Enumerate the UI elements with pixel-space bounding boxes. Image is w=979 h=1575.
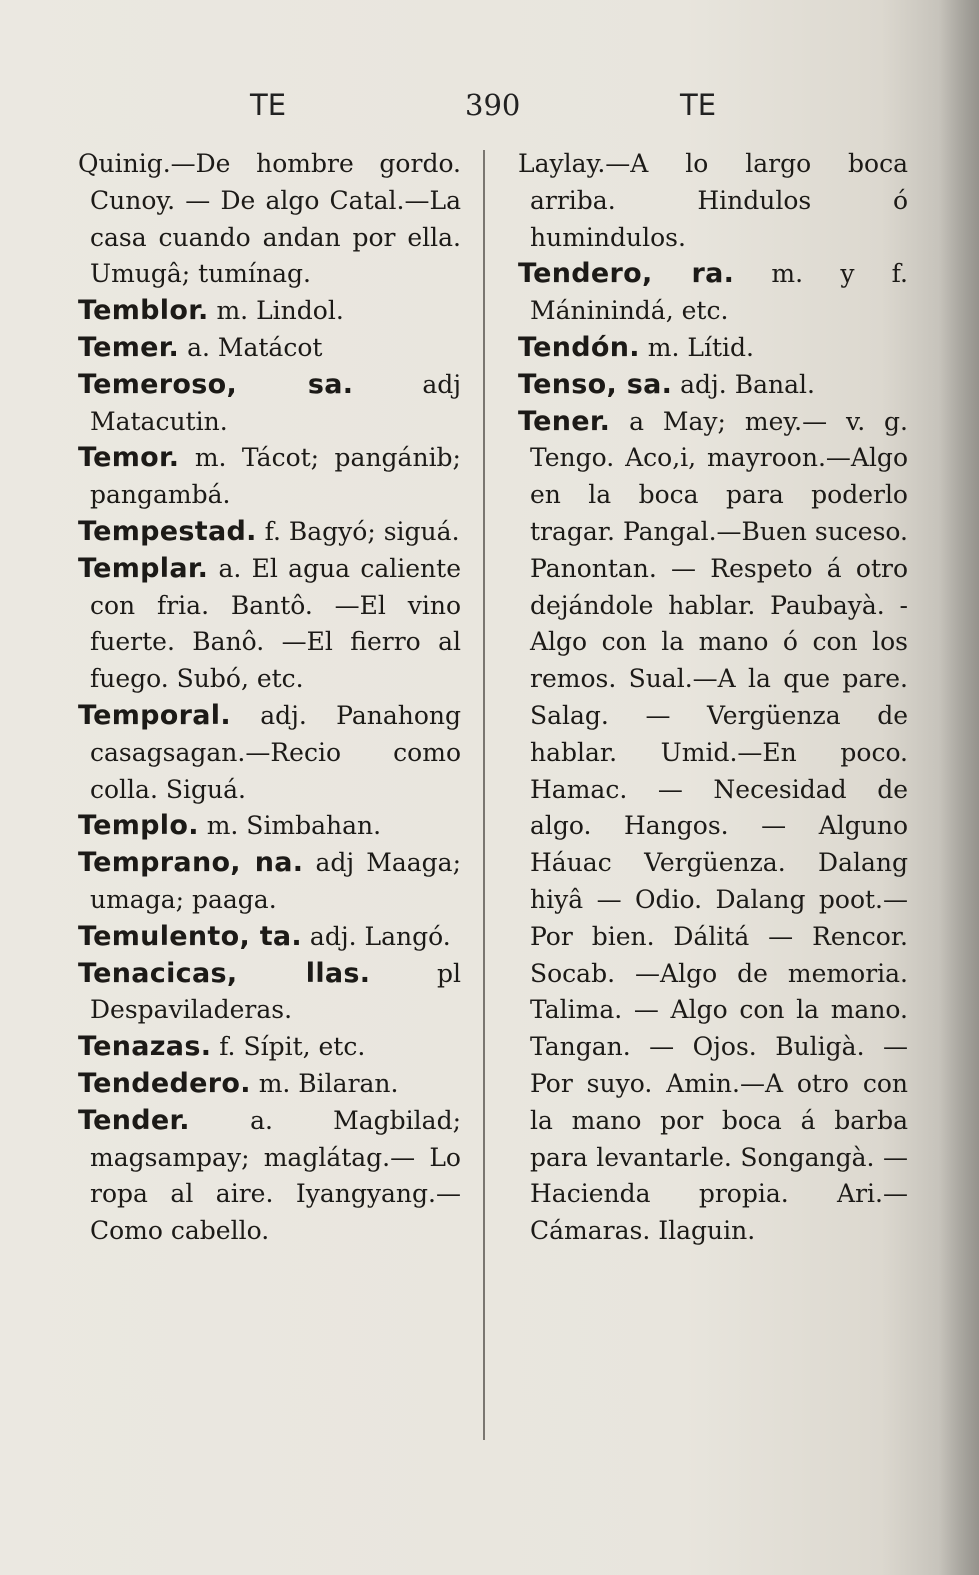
page-number: 390 [465,88,521,122]
right-column [518,146,908,1250]
entry-definition: a. El agua caliente con fria. Bantô. —El vino fuerte. Banô. —El fierro al fuego. Subó, etc. [90,553,461,694]
entry-definition: f. Sípit, etc. [211,1032,366,1062]
left-column [78,146,461,1250]
dictionary-entry [78,367,461,441]
entry-definition: m. Bilaran. [250,1068,399,1098]
entry-term: Temblor. [78,295,209,327]
entry-term: Temer. [78,331,180,363]
dictionary-entry [78,330,461,367]
dictionary-entry [78,1103,461,1250]
entry-definition: m. y f. Máninindá, etc. [530,259,908,326]
dictionary-entry [78,440,461,514]
entry-definition: adj. Langó. [301,921,451,951]
running-header [250,88,740,134]
dictionary-entry [518,330,908,367]
dictionary-entry [518,404,908,1250]
entry-term: Tener. [518,405,611,437]
entry-term: Tendedero. [78,1067,251,1099]
dictionary-entry [78,514,461,551]
column-divider [483,150,485,1440]
entry-term: Tendón. [518,331,640,363]
dictionary-entry [518,367,908,404]
entry-term: Tendero, ra. [518,258,735,290]
entry-term: Tenso, sa. [518,368,673,400]
entry-term: Tender. [78,1104,190,1136]
entry-definition: m. Lindol. [208,296,344,326]
entry-term: Temeroso, sa. [78,368,354,400]
entry-definition: adj Maaga; umaga; paaga. [90,848,461,914]
dictionary-entry [518,256,908,330]
entry-term: Temulento, ta. [78,920,302,952]
dictionary-entry [78,146,461,293]
dictionary-entry [518,146,908,256]
entry-definition: adj Matacutin. [90,369,461,436]
entry-definition: f. Bagyó; siguá. [256,516,460,546]
entry-definition: a May; mey.— v. g. Tengo. Aco,i, mayroon.—Algo en la boca para poderlo tragar. Pangal.—Buen suceso. Panontan. — Respeto á otro dejándole hablar. Paubayà. - Algo con la mano ó con los remos. Sual.—A la que pare. Salag. — Vergüenza de hablar. Umid.—En poco. Hamac. — Necesidad de algo. Hangos. — Alguno Háuac Vergüenza. Dalang hiyâ — Odio. Dalang poot.—Por bien. Dálitá — Rencor. Socab. —Algo de memoria. Talima. — Algo con la mano. Tangan. — Ojos. Buligà. — Por suyo. Amin.—A otro con la mano por boca á barba para levantarle. Songangà. — Hacienda propia. Ari.—Cámaras. Ilaguin. [530,406,908,1246]
entry-definition: m. Lítid. [639,332,754,362]
entry-term: Temporal. [78,699,231,731]
entry-term: Templar. [78,552,209,584]
entry-term: Temprano, na. [78,847,304,879]
dictionary-entry [78,808,461,845]
dictionary-entry [78,698,461,808]
dictionary-entry [78,845,461,919]
entry-definition: m. Tácot; pangánib; pangambá. [90,443,461,510]
entry-term: Templo. [78,810,199,842]
dictionary-entry [78,1029,461,1066]
entry-term: Temor. [78,442,180,474]
dictionary-entry [78,293,461,330]
entry-definition: pl Despaviladeras. [90,958,462,1025]
dictionary-entry [78,956,461,1030]
entry-definition: m. Simbahan. [198,811,382,841]
entry-definition: a. Matácot [179,332,323,362]
entry-term: Tempestad. [78,515,257,547]
header-right: TE [680,88,717,122]
entry-definition: adj. Banal. [672,369,815,399]
dictionary-entry [78,551,461,698]
entry-definition: adj. Panahong casagsagan.—Recio como colla. Siguá. [90,700,461,804]
page-edge-shadow [939,0,979,1575]
header-left: TE [250,88,287,122]
entry-definition: Laylay.—A lo largo boca arriba. Hindulos ó humindulos. [518,149,908,252]
entry-term: Tenacicas, llas. [78,957,371,989]
dictionary-entry [78,919,461,956]
entry-term: Tenazas. [78,1031,212,1063]
entry-definition: a. Magbilad; magsampay; maglátag.— Lo ropa al aire. Iyangyang.—Como cabello. [90,1105,461,1246]
entry-definition: Quinig.—De hombre gordo. Cunoy. — De algo Catal.—La casa cuando andan por ella. Umugâ; tumínag. [78,149,461,289]
dictionary-entry [78,1066,461,1103]
